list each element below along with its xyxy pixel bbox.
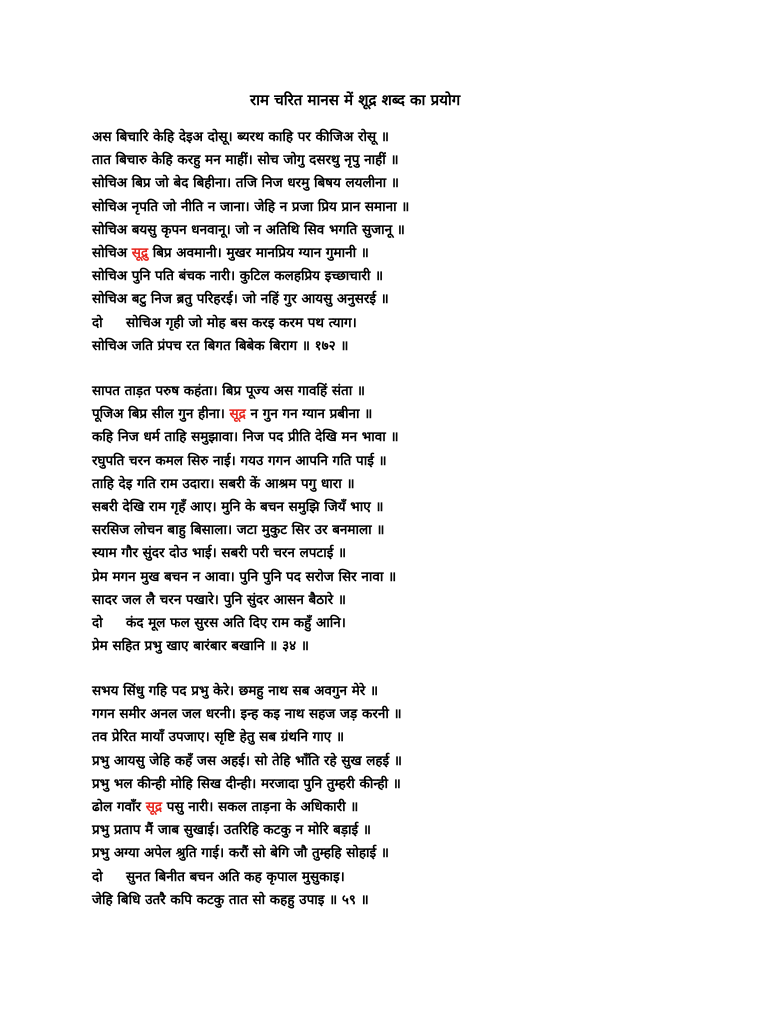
verse-line: प्रभु प्रताप मैं जाब सुखाई। उतरिहि कटकु न मोरि बड़ाई ॥ bbox=[92, 822, 371, 839]
verse-line: सोचिअ जति प्रंपच रत बिगत बिबेक बिराग ॥ १७२ ॥ bbox=[92, 337, 349, 354]
verse-line: तात बिचारु केहि करहु मन माहीं। सोच जोगु दसरथु नृपु नाहीं ॥ bbox=[92, 152, 399, 169]
verse-line: सबरी देखि राम गृहँ आए। मुनि के बचन समुझि जियँ भाए ॥ bbox=[92, 498, 384, 515]
verse-line: स्याम गौर सुंदर दोउ भाई। सबरी परी चरन लपटाई ॥ bbox=[92, 545, 347, 562]
doha-line: दो सुनत बिनीत बचन अति कह कृपाल मुसुकाइ। bbox=[92, 866, 732, 889]
stanza-2 bbox=[92, 380, 732, 658]
verse-line: सरसिज लोचन बाहु बिसाला। जटा मुकुट सिर उर बनमाला ॥ bbox=[92, 522, 385, 539]
page-title: राम चरित मानस में शूद्र शब्द का प्रयोग bbox=[250, 91, 461, 109]
verse-line: सभय सिंधु गहि पद प्रभु केरे। छमहु नाथ सब अवगुन मेरे ॥ bbox=[92, 683, 379, 699]
verse-line: सोचिअ नृपति जो नीति न जाना। जेहि न प्रजा प्रिय प्रान समाना ॥ bbox=[92, 198, 410, 215]
verse-line: प्रेम सहित प्रभु खाए बारंबार बखानि ॥ ३४ ॥ bbox=[92, 638, 309, 655]
verse-line: सोचिअ बिप्र जो बेद बिहीना। तजि निज धरमु बिषय लयलीना ॥ bbox=[92, 175, 399, 192]
verse-line: सोचिअ बटु निज ब्रतु परिहरई। जो नहिं गुर आयसु अनुसरई ॥ bbox=[92, 291, 389, 308]
doha-line: दो सोचिअ गृही जो मोह बस करइ करम पथ त्याग। bbox=[92, 312, 732, 335]
verse-line: सोचिअ सूद्रु बिप्र अवमानी। मुखर मानप्रिय ग्यान गुमानी ॥ bbox=[92, 244, 369, 261]
verse-line: कहि निज धर्म ताहि समुझावा। निज पद प्रीति देखि मन भावा ॥ bbox=[92, 429, 399, 446]
verse-line: जेहि बिधि उतरै कपि कटकु तात सो कहहु उपाइ ॥ ५९ ॥ bbox=[92, 891, 369, 908]
verse-line: ढोल गवाँर सूद्र पसु नारी। सकल ताड़ना के अधिकारी ॥ bbox=[92, 798, 359, 815]
doha-label: दो bbox=[92, 314, 103, 331]
verse-line: सादर जल लै चरन पखारे। पुनि सुंदर आसन बैठारे ॥ bbox=[92, 591, 346, 608]
verse-line: प्रेम मगन मुख बचन न आवा। पुनि पुनि पद सरोज सिर नावा ॥ bbox=[92, 568, 397, 585]
verse-line: प्रभु आयसु जेहि कहँ जस अहई। सो तेहि भाँति रहे सुख लहई ॥ bbox=[92, 752, 402, 769]
highlighted-word: सूद्र bbox=[145, 798, 163, 815]
verse-line: ताहि देइ गति राम उदारा। सबरी कें आश्रम पगु धारा ॥ bbox=[92, 475, 355, 492]
verse-line: पूजिअ बिप्र सील गुन हीना। सूद्र न गुन गन ग्यान प्रबीना ॥ bbox=[92, 406, 373, 423]
verse-line: प्रभु अग्या अपेल श्रुति गाई। करौं सो बेगि जौ तुम्हहि सोहाई ॥ bbox=[92, 845, 389, 862]
verse-line: तव प्रेरित मायाँ उपजाए। सृष्टि हेतु सब ग्रंथनि गाए ॥ bbox=[92, 729, 345, 746]
verse-line: सापत ताड़त परुष कहंता। बिप्र पूज्य अस गावहिं संता ॥ bbox=[92, 383, 366, 399]
verse-line: प्रभु भल कीन्ही मोहि सिख दीन्ही। मरजादा पुनि तुम्हरी कीन्ही ॥ bbox=[92, 775, 401, 792]
stanza-1 bbox=[92, 126, 732, 358]
verse-line: गगन समीर अनल जल धरनी। इन्ह कइ नाथ सहज जड़ करनी ॥ bbox=[92, 706, 402, 723]
verse-line: रघुपति चरन कमल सिरु नाई। गयउ गगन आपनि गति पाई ॥ bbox=[92, 452, 387, 469]
verse-line: अस बिचारि केहि देइअ दोसू। ब्यरथ काहि पर कीजिअ रोसू ॥ bbox=[92, 129, 389, 145]
stanza-3 bbox=[92, 680, 732, 912]
verse-line: सोचिअ पुनि पति बंचक नारी। कुटिल कलहप्रिय इच्छाचारी ॥ bbox=[92, 268, 384, 285]
verse-line: सोचिअ बयसु कृपन धनवानू। जो न अतिथि सिव भगति सुजानू ॥ bbox=[92, 221, 405, 238]
doha-label: दो bbox=[92, 614, 103, 631]
highlighted-word: सूद्रु bbox=[131, 244, 149, 261]
doha-label: दो bbox=[92, 868, 103, 885]
doha-line: दो कंद मूल फल सुरस अति दिए राम कहुँ आनि। bbox=[92, 612, 732, 635]
highlighted-word: सूद्र bbox=[229, 406, 246, 423]
